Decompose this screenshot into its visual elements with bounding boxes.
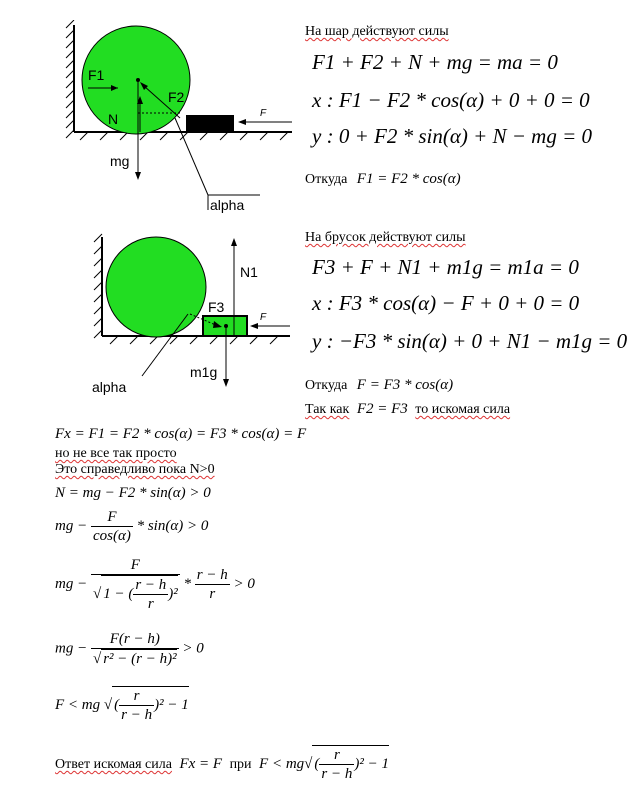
ball-eq-y: y : 0 + F2 * sin(α) + N − mg = 0 (312, 124, 593, 148)
ball-eq-vector: F1 + F2 + N + mg = ma = 0 (312, 50, 558, 74)
ball (106, 237, 206, 337)
label-mg: mg (110, 153, 130, 169)
label-m1g: m1g (190, 364, 218, 380)
ball-eq-x: x : F1 − F2 * cos(α) + 0 + 0 = 0 (312, 88, 590, 112)
block-eq-y: y : −F3 * sin(α) + 0 + N1 − m1g = 0 (312, 329, 628, 353)
valid-while: Это справедливо пока N>0 (55, 462, 215, 477)
answer-line: Ответ искомая сила Fx = F при F < mg√ ( $\frac{r}{r - h}$ )² − 1 (55, 747, 389, 782)
block (186, 115, 234, 132)
label-n: N (108, 111, 119, 127)
block-from: Откуда F = F3 * cos(α) (305, 377, 454, 393)
label-n1: N1 (240, 264, 258, 280)
ineq-5: F < mg √ ( $\frac{r}{r - h}$ )² − 1 (55, 688, 189, 723)
ball-force-diagram (60, 20, 300, 220)
label-f: F (260, 312, 267, 323)
label-f3: F3 (208, 299, 225, 315)
ineq-2: mg − $\frac{F}{\cos(\alpha)}$ * sin(α) > 0 (55, 509, 209, 544)
since-line: Так как F2 = F3 то искомая сила (305, 401, 511, 417)
label-f: F (260, 108, 267, 119)
block-eq-vector: F3 + F + N1 + m1g = m1a = 0 (312, 255, 579, 279)
block-heading: На брусок действуют силы (305, 230, 466, 245)
label-f2: F2 (168, 89, 185, 105)
block-force-diagram (90, 232, 300, 402)
label-alpha: alpha (210, 197, 245, 213)
ineq-1: N = mg − F2 * sin(α) > 0 (55, 485, 211, 501)
block-eq-x: x : F3 * cos(α) − F + 0 + 0 = 0 (312, 291, 580, 315)
label-alpha: alpha (92, 379, 127, 395)
label-f1: F1 (88, 67, 105, 83)
fx-equation: Fx = F1 = F2 * cos(α) = F3 * cos(α) = F (55, 426, 307, 442)
ball-from: Откуда F1 = F2 * cos(α) (305, 171, 461, 187)
ball-heading: На шар действуют силы (305, 24, 449, 39)
not-simple: но не все так просто (55, 446, 177, 461)
ineq-4: mg − $\frac{F(r - h)}{\text{√ r² − (r − h)²}}$ > 0 (55, 631, 204, 667)
ineq-3: mg − F √ 1 − ( $\frac{r - h}{r}$ )² * $\frac{r - h}{r}$ > 0 (55, 557, 255, 612)
